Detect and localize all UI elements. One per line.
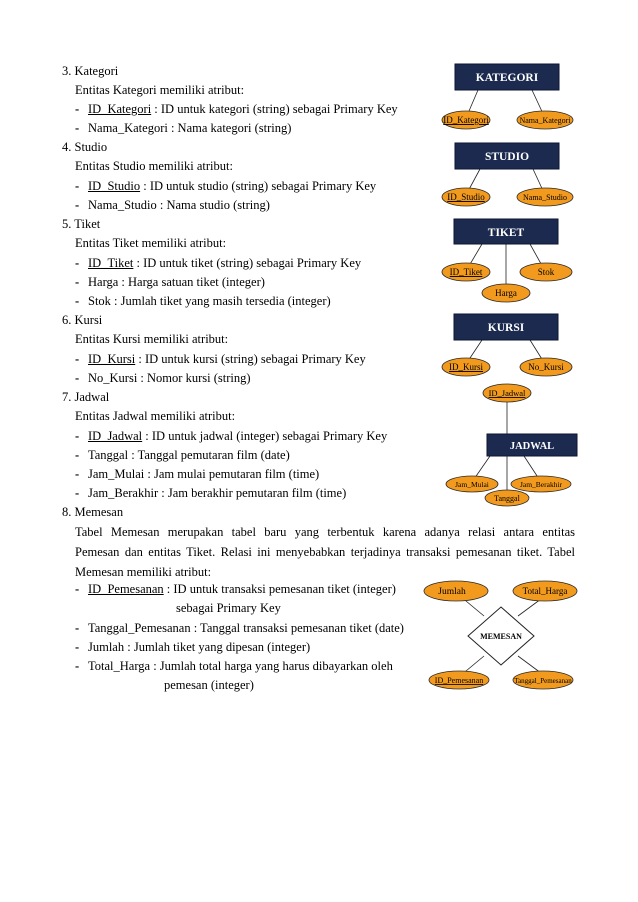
attribute-label: Jam_Berakhir <box>519 480 563 489</box>
section-heading-kategori: 3. Kategori <box>62 64 119 78</box>
section-heading-kursi: 6. Kursi <box>62 313 103 327</box>
attribute-label: Nama_Kategori <box>519 116 571 125</box>
section-intro-studio: Entitas Studio memiliki atribut: <box>75 159 233 173</box>
attribute-item: - ID_Kursi : ID untuk kursi (string) sebagai Primary Key <box>75 352 366 366</box>
attribute-label: Nama_Studio <box>523 193 567 202</box>
entity-tiket <box>442 219 572 302</box>
entity-title: KATEGORI <box>475 72 539 84</box>
attribute-item: - Jumlah : Jumlah tiket yang dipesan (integer) <box>75 640 311 654</box>
section-intro-kursi: Entitas Kursi memiliki atribut: <box>75 332 229 346</box>
section-intro-jadwal: Entitas Jadwal memiliki atribut: <box>75 409 236 423</box>
section-intro-tiket: Entitas Tiket memiliki atribut: <box>75 236 227 250</box>
attribute-item: - Tanggal : Tanggal pemutaran film (date) <box>75 448 290 462</box>
attribute-label: Tanggal_Pemesanan <box>514 677 572 685</box>
attribute-item: - Tanggal_Pemesanan : Tanggal transaksi pemesanan tiket (date) <box>75 621 404 635</box>
section-heading-memesan: 8. Memesan <box>62 505 124 519</box>
attribute-continuation: pemesan (integer) <box>164 678 254 692</box>
attribute-label: ID_Jadwal <box>488 388 526 398</box>
attribute-item: - No_Kursi : Nomor kursi (string) <box>75 371 251 385</box>
attribute-item: - ID_Pemesanan : ID untuk transaksi pemesanan tiket (integer) <box>75 582 396 596</box>
attribute-item: - Nama_Studio : Nama studio (string) <box>75 198 270 212</box>
attribute-label: No_Kursi <box>528 362 564 372</box>
attribute-label: ID_Kursi <box>449 362 483 372</box>
relation-memesan <box>424 581 577 689</box>
attribute-item: - Stok : Jumlah tiket yang masih tersedia (integer) <box>75 294 331 308</box>
attribute-item: - ID_Jadwal : ID untuk jadwal (integer) sebagai Primary Key <box>75 429 388 443</box>
attribute-label: Jumlah <box>438 587 466 597</box>
section-heading-studio: 4. Studio <box>62 140 108 154</box>
relation-title: MEMESAN <box>480 632 522 641</box>
attribute-item: - Total_Harga : Jumlah total harga yang harus dibayarkan oleh <box>75 659 393 673</box>
entity-kategori <box>442 64 573 129</box>
section-intro-kategori: Entitas Kategori memiliki atribut: <box>75 83 245 97</box>
section-heading-jadwal: 7. Jadwal <box>62 390 110 404</box>
section-heading-tiket: 5. Tiket <box>62 217 101 231</box>
attribute-label: Total_Harga <box>522 586 568 596</box>
attribute-label: ID_Studio <box>447 192 485 202</box>
attribute-item: - Harga : Harga satuan tiket (integer) <box>75 275 265 289</box>
attribute-label: ID_Kategori <box>443 115 489 125</box>
attribute-label: ID_Tiket <box>449 267 483 277</box>
memesan-description: Tabel Memesan merupakan tabel baru yang terbentuk karena adanya relasi antara entitas Pemesan dan entitas Tiket. Relasi ini menyebabkan terjadinya transaksi pemesanan tiket. Tabel Memesan memiliki atribut: <box>75 525 575 579</box>
attribute-item: - ID_Tiket : ID untuk tiket (string) sebagai Primary Key <box>75 256 362 270</box>
attribute-label: Jam_Mulai <box>455 480 489 489</box>
entity-title: JADWAL <box>509 441 555 452</box>
attribute-item: - ID_Kategori : ID untuk kategori (string) sebagai Primary Key <box>75 102 398 116</box>
attribute-item: - ID_Studio : ID untuk studio (string) sebagai Primary Key <box>75 179 377 193</box>
attribute-continuation: sebagai Primary Key <box>176 601 281 615</box>
entity-kursi <box>442 314 572 376</box>
attribute-item: - Jam_Mulai : Jam mulai pemutaran film (time) <box>75 467 320 481</box>
attribute-label: Harga <box>495 288 517 298</box>
attribute-item: - Nama_Kategori : Nama kategori (string) <box>75 121 292 135</box>
entity-title: KURSI <box>487 322 525 334</box>
attribute-label: ID_Pemesanan <box>434 676 484 685</box>
entity-studio <box>442 143 573 206</box>
entity-title: TIKET <box>487 227 525 239</box>
attribute-label: Stok <box>537 267 555 277</box>
entity-title: STUDIO <box>484 151 530 163</box>
entity-jadwal <box>446 384 577 506</box>
attribute-item: - Jam_Berakhir : Jam berakhir pemutaran film (time) <box>75 486 347 500</box>
attribute-label: Tanggal <box>494 494 520 503</box>
